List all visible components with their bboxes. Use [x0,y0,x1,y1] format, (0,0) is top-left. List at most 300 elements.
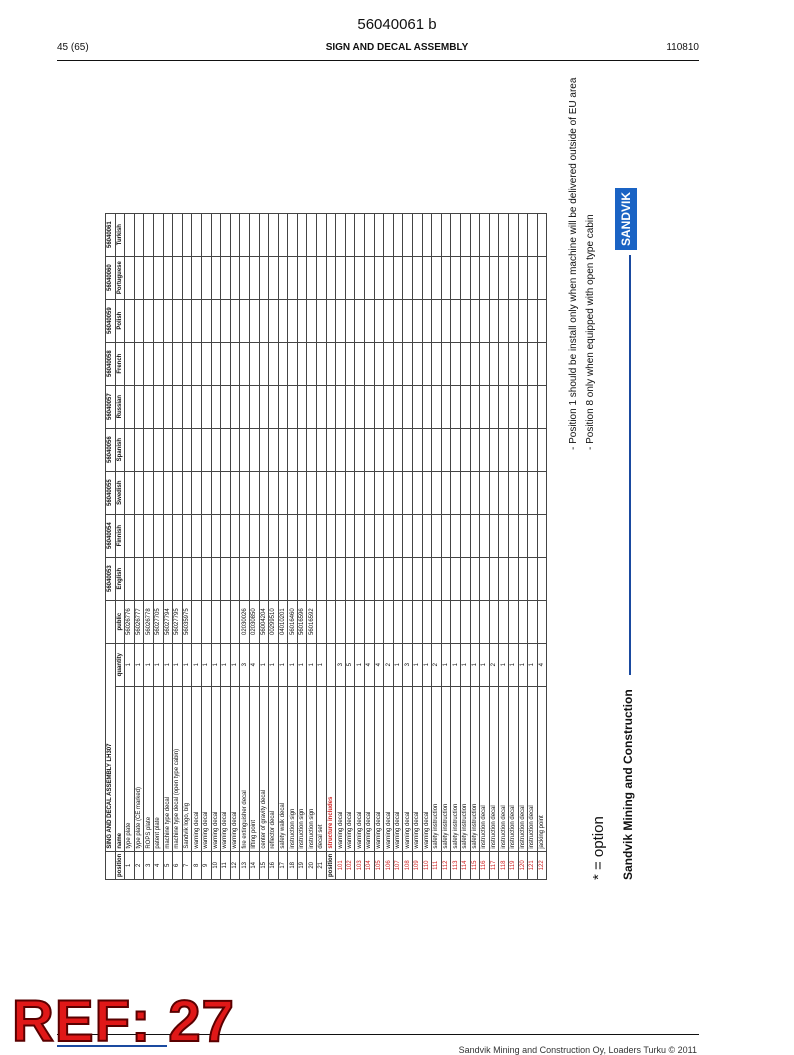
language-cell [365,256,375,299]
language-cell [259,428,269,471]
position-cell: 3 [144,851,154,879]
language-cell [269,342,279,385]
name-cell: type plate [125,686,135,851]
language-cell [355,557,365,600]
brand-line: Sandvik Mining and Construction [621,689,635,880]
language-cell [537,428,547,471]
language-cell [125,299,135,342]
language-cell [480,514,490,557]
name-cell: instruction decal [489,686,499,851]
public-cell [499,600,509,643]
language-cell [230,213,240,256]
language-cell [384,557,394,600]
language-cell [365,514,375,557]
language-cell [288,385,298,428]
language-cell [144,471,154,514]
position-cell: 18 [288,851,298,879]
language-cell [365,385,375,428]
language-cell [153,557,163,600]
public-cell: 56027795 [173,600,183,643]
language-cell [182,471,192,514]
quantity-cell: 1 [528,643,538,686]
language-cell [451,514,461,557]
table-row [240,213,250,879]
language-cell [489,256,499,299]
table-row [230,213,240,879]
language-cell [422,471,432,514]
public-cell: 56027705 [153,600,163,643]
public-cell: 56027794 [163,600,173,643]
language-cell [508,299,518,342]
language-cell [422,342,432,385]
language-cell [374,213,384,256]
column-header-language: Polish [115,299,125,342]
language-code: 56040060 [106,256,116,299]
quantity-cell: 1 [441,643,451,686]
language-cell [374,471,384,514]
language-cell [297,299,307,342]
language-cell [528,342,538,385]
public-cell [345,600,355,643]
language-cell [480,557,490,600]
language-cell [518,299,528,342]
sandvik-logo: SANDVIK [615,188,637,250]
language-cell [144,557,154,600]
language-cell [211,514,221,557]
language-cell [317,428,327,471]
table-row [345,213,355,879]
language-cell [374,428,384,471]
language-cell [393,299,403,342]
language-cell [432,385,442,428]
language-cell [125,428,135,471]
language-cell [288,471,298,514]
language-cell [413,471,423,514]
language-cell [413,557,423,600]
language-cell [480,299,490,342]
language-cell [403,342,413,385]
language-cell [470,342,480,385]
option-legend: * = option [590,816,607,880]
table-row [393,213,403,879]
language-cell [144,514,154,557]
quantity-cell: 3 [403,643,413,686]
language-cell [240,299,250,342]
language-cell [192,213,202,256]
language-cell [211,342,221,385]
position-cell: 4 [153,851,163,879]
quantity-cell: 5 [345,643,355,686]
language-cell [432,557,442,600]
language-cell [297,428,307,471]
language-cell [441,299,451,342]
language-cell [259,471,269,514]
language-cell [317,213,327,256]
language-cell [384,514,394,557]
language-cell [269,256,279,299]
language-cell [269,428,279,471]
language-cell [297,385,307,428]
language-cell [499,428,509,471]
language-cell [413,342,423,385]
language-cell [528,428,538,471]
public-cell [413,600,423,643]
language-cell [326,385,336,428]
language-cell [317,299,327,342]
language-cell [518,514,528,557]
language-cell [470,256,480,299]
language-cell [480,213,490,256]
language-cell [336,299,346,342]
language-cell [230,342,240,385]
quantity-cell: 1 [288,643,298,686]
quantity-cell: 1 [413,643,423,686]
language-cell [221,385,231,428]
table-row [221,213,231,879]
public-cell: 00299510 [269,600,279,643]
language-cell [240,514,250,557]
quantity-cell: 1 [518,643,528,686]
language-cell [451,428,461,471]
public-cell: 56026776 [125,600,135,643]
language-cell [384,385,394,428]
language-cell [480,471,490,514]
language-cell [374,299,384,342]
language-cell [269,213,279,256]
table-row [115,213,125,879]
quantity-cell: 1 [153,643,163,686]
language-cell [288,299,298,342]
language-cell [499,385,509,428]
name-cell: warning decal [211,686,221,851]
public-cell [230,600,240,643]
name-cell: decal set [317,686,327,851]
language-cell [384,342,394,385]
column-header-language: Finnish [115,514,125,557]
page-title: SIGN AND DECAL ASSEMBLY [325,42,469,53]
language-cell [508,514,518,557]
language-cell [393,471,403,514]
position-cell: 102 [345,851,355,879]
language-cell [460,471,470,514]
language-cell [259,557,269,600]
public-cell [201,600,211,643]
name-cell: warning decal [384,686,394,851]
language-cell [384,428,394,471]
language-cell [221,557,231,600]
table-row [537,213,547,879]
public-cell [537,600,547,643]
position-cell: 15 [259,851,269,879]
language-cell [278,557,288,600]
language-cell [451,385,461,428]
language-cell [125,557,135,600]
public-cell [528,600,538,643]
language-cell [201,213,211,256]
language-cell [345,342,355,385]
language-cell [355,256,365,299]
language-cell [259,213,269,256]
section-position-label: position [326,851,336,879]
name-cell: safety walk decal [278,686,288,851]
language-cell [125,342,135,385]
language-cell [441,514,451,557]
language-cell [144,256,154,299]
language-cell [355,514,365,557]
language-cell [173,256,183,299]
language-cell [470,514,480,557]
table-row [403,213,413,879]
language-cell [230,471,240,514]
language-cell [489,213,499,256]
language-cell [374,256,384,299]
language-cell [432,256,442,299]
language-cell [489,299,499,342]
table-row [182,213,192,879]
language-cell [230,514,240,557]
language-cell [230,385,240,428]
language-cell [384,299,394,342]
language-cell [345,213,355,256]
note-position-8: - Position 8 only when equipped with open type cabin [585,214,596,450]
table-row [163,213,173,879]
language-cell [259,514,269,557]
table-row [374,213,384,879]
quantity-cell: 1 [173,643,183,686]
language-cell [393,256,403,299]
name-cell: warning decal [355,686,365,851]
language-cell [470,428,480,471]
table-row [192,213,202,879]
document-date: 110810 [666,42,699,53]
language-cell [163,557,173,600]
language-cell [134,471,144,514]
language-cell [403,557,413,600]
position-cell: 112 [441,851,451,879]
language-cell [326,342,336,385]
public-cell: 56026778 [144,600,154,643]
language-cell [393,557,403,600]
quantity-cell: 1 [470,643,480,686]
language-cell [460,514,470,557]
language-cell [134,342,144,385]
position-cell: 106 [384,851,394,879]
language-cell [144,299,154,342]
language-cell [480,342,490,385]
language-cell [422,256,432,299]
language-cell [278,256,288,299]
language-cell [393,428,403,471]
quantity-cell: 1 [355,643,365,686]
language-cell [297,471,307,514]
name-cell: machine type decal [163,686,173,851]
language-cell [345,428,355,471]
language-cell [508,471,518,514]
table-row [134,213,144,879]
position-cell: 1 [125,851,135,879]
language-cell [134,514,144,557]
language-cell [201,428,211,471]
language-cell [365,342,375,385]
table-row [269,213,279,879]
table-row [201,213,211,879]
language-cell [182,256,192,299]
quantity-cell: 1 [297,643,307,686]
column-header-quantity: quantity [115,643,125,686]
language-cell [317,557,327,600]
language-cell [153,213,163,256]
column-header-language: Turkish [115,213,125,256]
header-divider [57,60,699,61]
language-cell [413,299,423,342]
public-cell [403,600,413,643]
language-cell [221,342,231,385]
position-cell: 118 [499,851,509,879]
name-cell: warning decal [221,686,231,851]
name-cell: instruction decal [499,686,509,851]
quantity-cell: 1 [307,643,317,686]
language-cell [441,385,451,428]
name-cell: warning decal [201,686,211,851]
table-row [259,213,269,879]
quantity-cell: 1 [144,643,154,686]
public-cell [336,600,346,643]
language-cell [528,213,538,256]
position-cell: 107 [393,851,403,879]
quantity-cell: 1 [230,643,240,686]
public-cell [480,600,490,643]
language-cell [345,256,355,299]
quantity-cell: 1 [211,643,221,686]
quantity-cell: 3 [240,643,250,686]
language-cell [413,213,423,256]
language-cell [489,514,499,557]
language-cell [432,342,442,385]
language-cell [508,342,518,385]
quantity-cell: 1 [422,643,432,686]
name-cell: instruction sign [297,686,307,851]
language-cell [499,299,509,342]
language-cell [441,557,451,600]
language-cell [249,471,259,514]
section-title: structure includes [326,686,336,851]
name-cell: warning decal [192,686,202,851]
language-cell [413,428,423,471]
language-cell [403,256,413,299]
language-cell [173,342,183,385]
position-cell: 16 [269,851,279,879]
table-row [336,213,346,879]
language-cell [297,514,307,557]
language-cell [432,428,442,471]
language-cell [384,471,394,514]
language-cell [269,471,279,514]
name-cell: warning decal [336,686,346,851]
language-cell [211,299,221,342]
language-cell [355,428,365,471]
language-cell [326,471,336,514]
language-cell [365,213,375,256]
language-cell [355,342,365,385]
language-cell [297,256,307,299]
rotated-sheet [95,77,695,880]
name-cell: type plate (CE marked) [134,686,144,851]
language-cell [192,299,202,342]
name-cell: jacking point [537,686,547,851]
position-cell: 6 [173,851,183,879]
language-cell [192,514,202,557]
quantity-cell: 1 [451,643,461,686]
column-header-language: Swedish [115,471,125,514]
table-row [144,213,154,879]
language-cell [125,514,135,557]
table-row [451,213,461,879]
table-row [518,213,528,879]
language-cell [230,256,240,299]
language-cell [144,342,154,385]
position-cell: 104 [365,851,375,879]
language-cell [163,213,173,256]
language-cell [163,342,173,385]
language-cell [249,428,259,471]
language-cell [278,342,288,385]
table-row [365,213,375,879]
table-row [106,213,116,879]
language-code: 56040053 [106,557,116,600]
language-cell [432,471,442,514]
language-cell [508,557,518,600]
language-cell [163,514,173,557]
language-cell [528,299,538,342]
name-cell: instruction decal [480,686,490,851]
language-cell [163,428,173,471]
note-position-1: - Position 1 should be install only when machine will be delivered outside of EU area [568,77,579,450]
position-cell: 103 [355,851,365,879]
language-cell [470,213,480,256]
table-row [384,213,394,879]
table-row [422,213,432,879]
language-cell [230,557,240,600]
language-cell [345,385,355,428]
language-cell [144,428,154,471]
column-header-language: English [115,557,125,600]
language-cell [326,514,336,557]
language-cell [201,557,211,600]
language-cell [528,385,538,428]
language-cell [125,385,135,428]
language-cell [259,299,269,342]
quantity-cell: 4 [537,643,547,686]
language-cell [345,514,355,557]
language-cell [537,557,547,600]
language-cell [192,557,202,600]
language-cell [317,471,327,514]
language-cell [460,256,470,299]
public-cell: 56004204 [259,600,269,643]
language-cell [297,557,307,600]
public-cell: 02030026 [240,600,250,643]
language-cell [537,514,547,557]
language-cell [182,213,192,256]
position-cell: 105 [374,851,384,879]
quantity-cell: 1 [192,643,202,686]
language-cell [422,514,432,557]
language-cell [317,342,327,385]
language-cell [326,557,336,600]
language-cell [288,428,298,471]
language-cell [422,428,432,471]
language-cell [317,514,327,557]
